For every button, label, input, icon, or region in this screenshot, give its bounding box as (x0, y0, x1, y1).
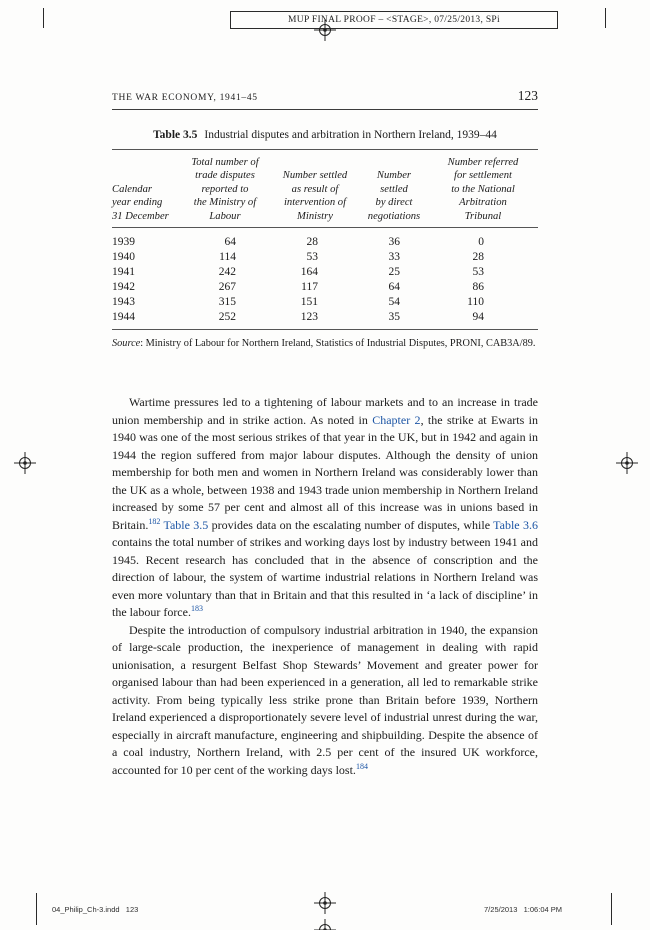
table-cell-year: 1940 (112, 251, 135, 264)
table-row (112, 265, 538, 280)
footer-file-stamp: 04_Philip_Ch-3.indd 123 (52, 905, 139, 914)
paragraph (112, 394, 538, 622)
table-row (112, 228, 538, 250)
footer-timestamp: 7/25/2013 1:06:04 PM (484, 905, 562, 914)
crop-mark (605, 8, 606, 28)
table-cell-value: 28 (472, 251, 484, 264)
table-cell-value: 110 (467, 296, 484, 309)
table-column-header: Total number of trade disputes reported to the Ministry of Labour (180, 150, 270, 228)
table-caption (112, 129, 538, 141)
table-cell-value: 64 (224, 236, 236, 249)
table-cell-year: 1941 (112, 266, 135, 279)
table-cell-value: 54 (388, 296, 400, 309)
body-text (112, 394, 538, 779)
table-column-header: Number settled as result of intervention of Ministry (270, 150, 360, 228)
running-header (112, 88, 538, 110)
footnote-ref-182[interactable]: 182 (148, 516, 161, 526)
table-cell-value: 114 (219, 251, 236, 264)
table-cell-year: 1942 (112, 281, 135, 294)
registration-mark-icon (314, 919, 336, 930)
source-note-text: : Ministry of Labour for Northern Ireland, Statistics of Industrial Disputes, PRONI, CAB3A/89. (140, 338, 536, 350)
link-table-3-6[interactable]: Table 3.6 (493, 517, 538, 532)
crop-mark (611, 893, 612, 925)
table-header-row (112, 150, 538, 228)
text-run: , the strike at Ewarts in 1940 was one of the most serious strikes of that year in the UK, but in 1942 and again in 1944 the region suffered from major labour disputes. Although the density of union membership for both men and women in Northern Ireland was considerably lower than the UK as a whole, between 1938 and 1943 trade union membership in Northern Ireland increased by some 57 per cent and almost all of this increase was in unions based in Britain. (112, 412, 538, 532)
text-run: Despite the introduction of compulsory industrial arbitration in 1940, the expansion of large-scale production, the inexperience of management in dealing with rapid unionisation, a resurgent Belfast Shop Stewards’ Movement and greater power for organised labour than had been experienced in a generation, all led to remarkable strike activity. From being typically less strike prone than Britain before 1939, Northern Ireland experienced a disproportionately severe level of industrial unrest during the war, especially in aircraft manufacture, engineering and shipbuilding. Despite the absence of a coal industry, Northern Ireland, with 2.5 per cent of the insured UK workforce, accounted for 10 per cent of the working days lost. (112, 622, 538, 777)
table-cell-value: 25 (388, 266, 400, 279)
table-cell-value: 315 (218, 296, 236, 309)
table-body (112, 228, 538, 330)
table-cell-value: 33 (388, 251, 400, 264)
table-row (112, 250, 538, 265)
source-note-label: Source (112, 338, 141, 350)
footnote-ref-183[interactable]: 183 (190, 604, 203, 614)
table-cell-year: 1939 (112, 236, 135, 249)
table-cell-value: 36 (388, 236, 400, 249)
table-cell-value: 0 (478, 236, 484, 249)
proof-stamp-banner (230, 11, 558, 29)
table-row (112, 295, 538, 310)
table-caption-text: Industrial disputes and arbitration in Northern Ireland, 1939–44 (204, 129, 497, 141)
table-cell-value: 94 (472, 311, 484, 324)
table-cell-value: 28 (306, 236, 318, 249)
table-cell-value: 53 (306, 251, 318, 264)
registration-mark-icon (314, 19, 336, 41)
crop-mark (36, 893, 37, 925)
table-cell-value: 252 (218, 311, 236, 324)
table-cell-year: 1944 (112, 311, 135, 324)
paragraph (112, 622, 538, 780)
table-cell-value: 86 (472, 281, 484, 294)
source-note (112, 337, 538, 350)
link-table-3-5[interactable]: Table 3.5 (163, 517, 209, 532)
table-caption-label: Table 3.5 (153, 129, 198, 141)
table-cell-value: 123 (300, 311, 318, 324)
table-cell-value: 164 (300, 266, 318, 279)
table-cell-value: 53 (472, 266, 484, 279)
table-row (112, 310, 538, 330)
table-column-header: Calendar year ending 31 December (112, 150, 180, 228)
table-cell-year: 1943 (112, 296, 135, 309)
crop-mark (43, 8, 44, 28)
table-cell-value: 267 (218, 281, 236, 294)
table-row (112, 280, 538, 295)
registration-mark-icon (616, 452, 638, 474)
table-column-header: Number referred for settlement to the National Arbitration Tribunal (428, 150, 538, 228)
table-cell-value: 242 (218, 266, 236, 279)
disputes-table (112, 149, 538, 330)
table-cell-value: 64 (388, 281, 400, 294)
registration-mark-icon (314, 892, 336, 914)
link-chapter-2[interactable]: Chapter 2 (372, 412, 421, 427)
text-run: Wartime pressures led to a tightening of labour markets and to an increase in trade union membership and in strike action. As noted in (112, 395, 538, 427)
proof-stamp-text: MUP FINAL PROOF – <STAGE>, 07/25/2013, SPi (288, 15, 500, 25)
running-header-title: THE WAR ECONOMY, 1941–45 (112, 93, 258, 103)
registration-mark-icon (14, 452, 36, 474)
table-cell-value: 117 (301, 281, 318, 294)
text-column (112, 88, 538, 779)
table-column-header: Number settled by direct negotiations (360, 150, 428, 228)
page-number: 123 (517, 88, 538, 103)
text-run: provides data on the escalating number of disputes, while (208, 517, 494, 532)
table-cell-value: 35 (388, 311, 400, 324)
footnote-ref-184[interactable]: 184 (355, 761, 368, 771)
text-run: contains the total number of strikes and working days lost by industry between 1941 and 1945. Recent research has concluded that in the absence of conscription and the direction of labour, the system of wartime industrial relations in Northern Ireland was even more voluntary than that in Britain and that this resulted in ‘a lack of discipline’ in the labour force. (112, 535, 538, 620)
table-cell-value: 151 (300, 296, 318, 309)
